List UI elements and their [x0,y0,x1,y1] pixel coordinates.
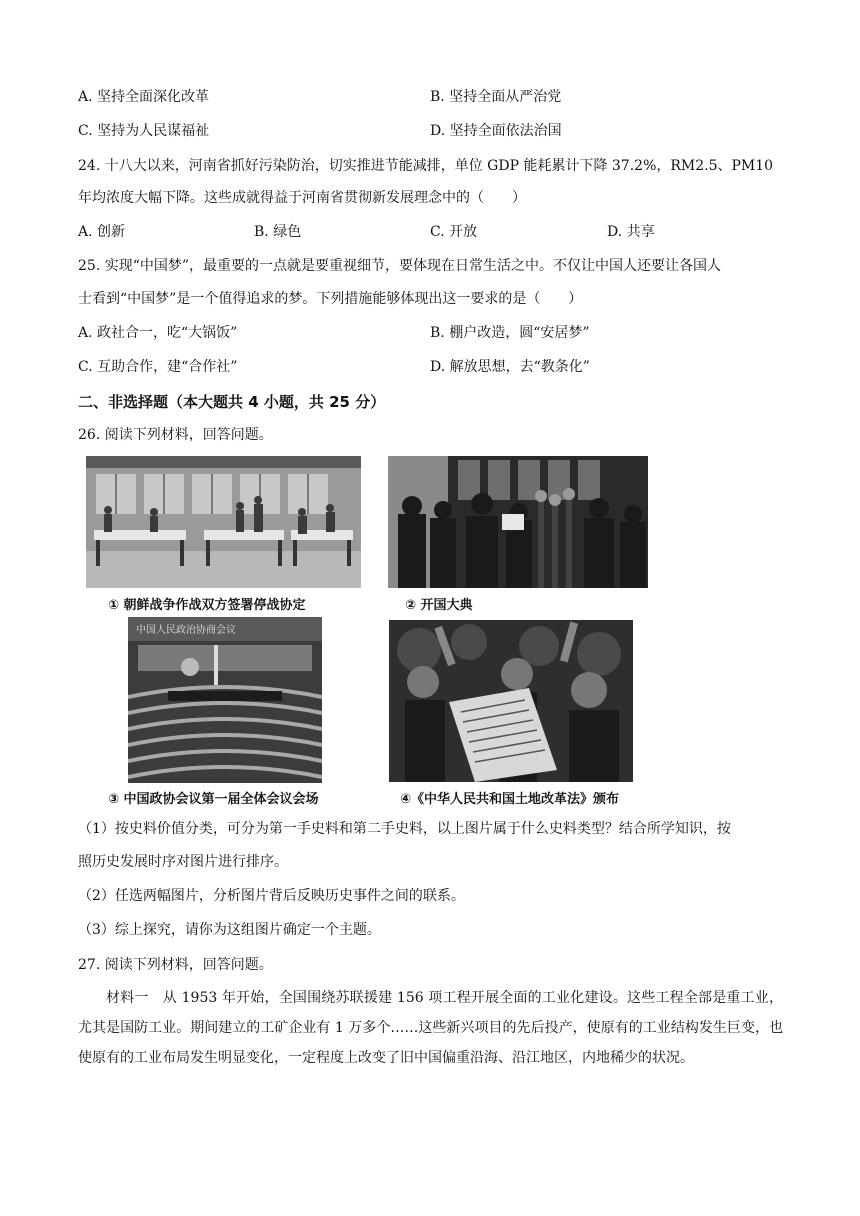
photo2-caption: ② 开国大典 [405,598,473,613]
q24-option-d: D. 共享 [607,224,655,240]
cppcc-banner-text: 中国人民政治协商会议 [136,625,236,636]
q23-option-d: D. 坚持全面依法治国 [430,123,562,139]
land-reform-law-photo [389,620,633,782]
q23-option-c: C. 坚持为人民谋福祉 [78,123,210,139]
q24-option-c: C. 开放 [430,224,478,240]
photo4-caption: ④《中华人民共和国土地改革法》颁布 [400,792,620,807]
q26-intro: 26. 阅读下列材料，回答问题。 [78,427,273,443]
q26-sub3: （3）综上探究，请你为这组图片确定一个主题。 [78,922,381,938]
armistice-signing-photo [86,456,361,588]
photo1-caption: ① 朝鲜战争作战双方签署停战协定 [108,598,306,613]
cppcc-meeting-hall-photo [128,617,322,783]
q25-option-a: A. 政社合一，吃“大锅饭” [78,325,238,341]
q25-option-d: D. 解放思想，去“教条化” [430,359,590,375]
q24-stem-line2: 年均浓度大幅下降。这些成就得益于河南省贯彻新发展理念中的（ ） [78,190,526,206]
section-title: 二、非选择题（本大题共 4 小题，共 25 分） [78,393,386,411]
q25-option-b: B. 棚户改造，圆“安居梦” [430,325,590,341]
q24-option-a: A. 创新 [78,224,126,240]
q26-sub1-line1: （1）按史料价值分类，可分为第一手史料和第二手史料，以上图片属于什么史料类型？结合所学知识，按 [78,821,731,837]
q25-stem-line1: 25. 实现“中国梦”，最重要的一点就是要重视细节，要体现在日常生活之中。不仅让中国人还要让各国人 [78,258,722,274]
q25-stem-line2: 士看到“中国梦”是一个值得追求的梦。下列措施能够体现出这一要求的是（ ） [78,291,583,307]
q24-option-b: B. 绿色 [254,224,302,240]
q24-stem-line1: 24. 十八大以来，河南省抓好污染防治，切实推进节能减排，单位 GDP 能耗累计下降 37.2%，RM2.5、PM10 [78,158,774,174]
q26-sub1-line2: 照历史发展时序对图片进行排序。 [78,854,288,870]
q23-option-b: B. 坚持全面从严治党 [430,89,562,105]
founding-ceremony-photo [388,456,648,588]
q26-sub2: （2）任选两幅图片，分析图片背后反映历史事件之间的联系。 [78,888,465,904]
q27-intro: 27. 阅读下列材料，回答问题。 [78,957,273,973]
photo3-caption: ③ 中国政协会议第一届全体会议会场 [108,792,319,807]
q25-option-c: C. 互助合作，建“合作社” [78,359,238,375]
q27-material1: 材料一 从 1953 年开始，全国围绕苏联援建 156 项工程开展全面的工业化建设。这些工程全部是重工业，尤其是国防工业。期间建立的工矿企业有 1 万多个……这些新兴项目的先后投产，使原有的工业结构发生巨变，也使原有的工业布局发生明显变化，一定程度上改变了旧中国偏重沿海、沿江地区，内地稀少的状况。 [78,990,783,1066]
q23-option-a: A. 坚持全面深化改革 [78,89,210,105]
